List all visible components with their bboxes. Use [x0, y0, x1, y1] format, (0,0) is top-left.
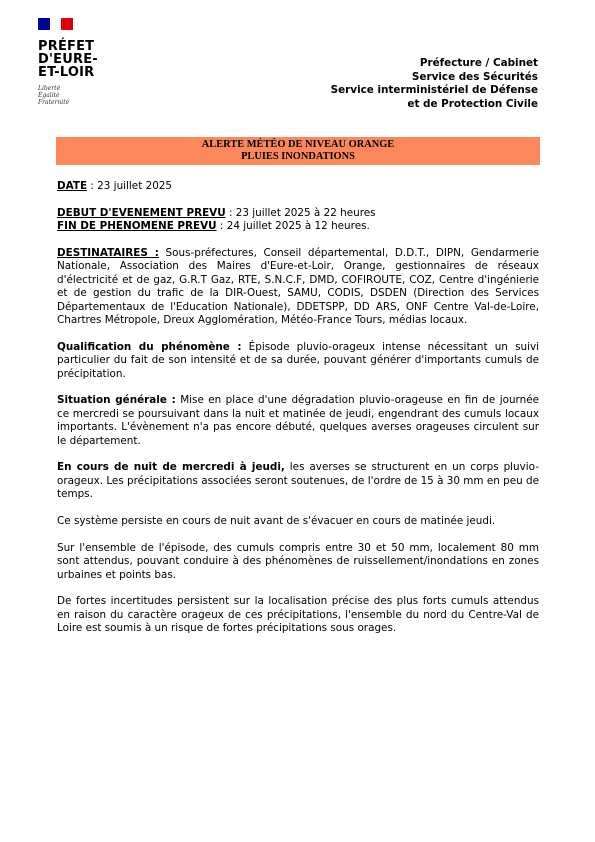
- destinataires-text: Sous-préfectures, Conseil départemental, D.D.T., DIPN, Gendarmerie Nationale, Association des Maires d'Eure-et-Loir, Orange, gestionnaires de réseaux d'électricité et de gaz, G.R.T Gaz, RTE, S.N.C.F, DMD, COFIROUTE, COZ, Centre d'ingénierie et de gestion du trafic de la DIR-Ouest, SAMU, CODIS, DSDEN (Direction des Services Départementaux de l'Education Nationale), DDETSPP, DD ARS, ONF Centre Val-de-Loire, Chartres Métropole, Dreux Agglomération, Météo-France Tours, médias locaux.: [57, 247, 539, 327]
- situation-label: Situation générale :: [57, 394, 176, 407]
- fin-line: [57, 220, 539, 233]
- service-line: et de Protection Civile: [407, 97, 538, 110]
- qualification-text: Épisode pluvio-orageux intense nécessitant un suivi particulier du fait de son intensité et de sa durée, pouvant générer d'importants cumuls de précipitation.: [57, 340, 539, 380]
- qualification-label: Qualification du phénomène :: [57, 340, 242, 353]
- debut-line: [57, 207, 539, 220]
- logo-title: [38, 40, 118, 79]
- cumuls-paragraph: Sur l'ensemble de l'épisode, des cumuls compris entre 30 et 50 mm, localement 80 mm sont attendus, pouvant conduire à des phénomènes de ruissellement/inondations en zones urbaines et points bas.: [57, 541, 539, 581]
- nuit-label: En cours de nuit de mercredi à jeudi,: [57, 461, 285, 474]
- fin-value: : 24 juillet 2025 à 12 heures.: [216, 220, 370, 233]
- logo-title-line: PRÉFET: [38, 39, 95, 54]
- destinataires-label: DESTINATAIRES :: [57, 247, 159, 259]
- destinataires-paragraph: [57, 247, 539, 327]
- motto-line: Fraternité: [38, 99, 70, 106]
- motto-line: Égalité: [38, 92, 60, 99]
- logo-motto: [38, 85, 118, 106]
- service-line: Service des Sécurités: [411, 70, 538, 83]
- alert-title: ALERTE MÉTÉO DE NIVEAU ORANGE: [201, 138, 395, 150]
- french-flag-icon: [38, 18, 73, 30]
- debut-value: : 23 juillet 2025 à 22 heures: [225, 206, 376, 219]
- date-line: [57, 180, 539, 193]
- service-header: [331, 57, 538, 111]
- flag-blue-band: [38, 18, 50, 30]
- flag-red-band: [61, 18, 73, 30]
- nuit-text: les averses se structurent en un corps pluvio-orageux. Les précipitations associées seront soutenues, de l'ordre de 15 à 30 mm en peu de temps.: [57, 461, 539, 501]
- incertitudes-paragraph: De fortes incertitudes persistent sur la localisation précise des plus forts cumuls attendus en raison du caractère orageux de ces précipitations, l'ensemble du nord du Centre-Val de Loire est soumis à un risque de fortes précipitations sous orages.: [57, 595, 539, 635]
- fin-label: FIN DE PHENOMENE PREVU: [57, 220, 217, 233]
- persiste-paragraph: Ce système persiste en cours de nuit avant de s'évacuer en cours de matinée jeudi.: [57, 515, 496, 528]
- nuit-paragraph: [57, 461, 539, 501]
- motto-line: Liberté: [38, 85, 61, 92]
- service-line: Service interministériel de Défense: [330, 84, 538, 96]
- situation-text: Mise en place d'une dégradation pluvio-orageuse en fin de journée ce mercredi se poursuivant dans la nuit et matinée de jeudi, engendrant des cumuls locaux importants. L'évènement n'a pas encore débuté, quelques averses orageuses circulent sur le département.: [57, 394, 539, 447]
- flag-white-band: [50, 18, 62, 30]
- logo-title-line: ET-LOIR: [38, 65, 95, 80]
- date-value: : 23 juillet 2025: [87, 180, 173, 192]
- service-line: Préfecture / Cabinet: [419, 57, 538, 69]
- alert-subtitle: PLUIES INONDATIONS: [241, 151, 355, 162]
- document-body: [57, 180, 539, 636]
- logo-title-line: D'EURE-: [38, 52, 98, 67]
- situation-paragraph: [57, 394, 539, 448]
- debut-label: DEBUT D'EVENEMENT PREVU: [57, 206, 226, 219]
- alert-banner: [56, 137, 540, 165]
- date-label: DATE: [57, 180, 88, 192]
- prefet-logo: [38, 18, 118, 106]
- qualification-paragraph: [57, 341, 539, 381]
